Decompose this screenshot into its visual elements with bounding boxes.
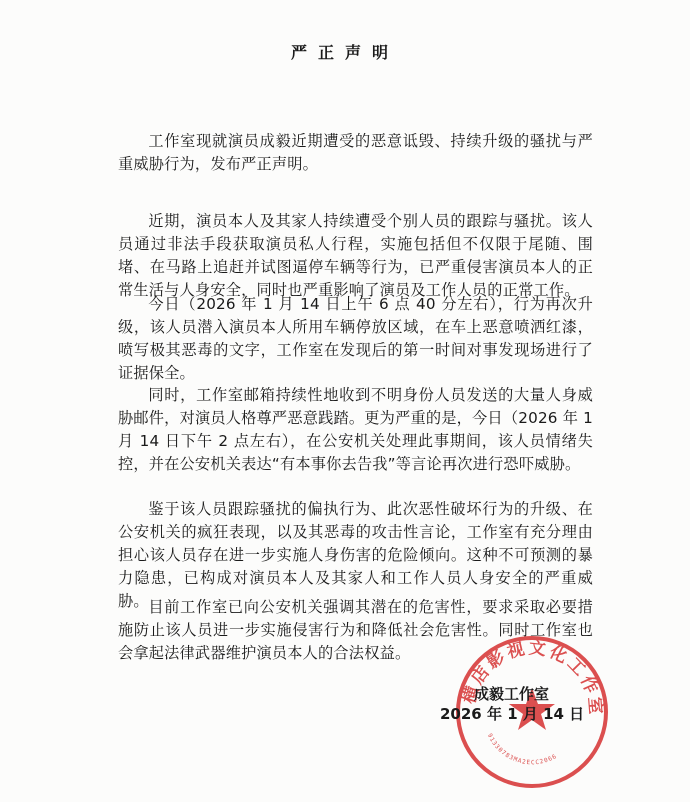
paragraph-intro: 工作室现就演员成毅近期遭受的恶意诋毁、持续升级的骚扰与严重威胁行为，发布严正声明。 <box>118 132 593 173</box>
paragraph-vandalism: 今日（2026 年 1 月 14 日上午 6 点 40 分左右），行为再次升级，该人员潜入演员本人所用车辆停放区域，在车上恶意喷洒红漆，喷写极其恶毒的文字，工作室在发现后的第一时间对事发现场进行了证据保全。 <box>118 295 593 382</box>
paragraph-action: 目前工作室已向公安机关强调其潜在的危害性，要求采取必要措施防止该人员进一步实施侵害行为和降低社会危害性。同时工作室也会拿起法律武器维护演员本人的合法权益。 <box>118 598 593 662</box>
svg-text:横店影视文化工作室: 横店影视文化工作室 <box>459 638 606 718</box>
document-title: 严正声明 <box>290 43 399 62</box>
paragraph-threats: 同时，工作室邮箱持续性地收到不明身份人员发送的大量人身威胁邮件，对演员人格尊严恶意践踏。更为严重的是，今日（2026 年 1 月 14 日下午 2 点左右），在公安机关处理此事期间，该人员情绪失控，并在公安机关表达“有本事你去告我”等言论再次进行恐吓威胁。 <box>118 386 593 473</box>
signature-organization: 成毅工作室 <box>474 685 550 703</box>
svg-text:91330783MA2ECC2066: 91330783MA2ECC2066 <box>485 732 559 767</box>
paragraph-danger: 鉴于该人员跟踪骚扰的偏执行为、此次恶性破坏行为的升级、在公安机关的疯狂表现，以及其恶毒的攻击性言论，工作室有充分理由担心该人员存在进一步实施人身伤害的危险倾向。这种不可预测的暴力隐患，已构成对演员本人及其家人和工作人员人身安全的严重威胁。 <box>118 500 593 610</box>
paragraph-harassment: 近期，演员本人及其家人持续遭受个别人员的跟踪与骚扰。该人员通过非法手段获取演员私人行程，实施包括但不仅限于尾随、围堵、在马路上追赶并试图逼停车辆等行为，已严重侵害演员本人的正常生活与人身安全，同时也严重影响了演员及工作人员的正常工作。 <box>118 212 593 299</box>
signature-date: 2026 年 1 月 14 日 <box>440 705 585 723</box>
